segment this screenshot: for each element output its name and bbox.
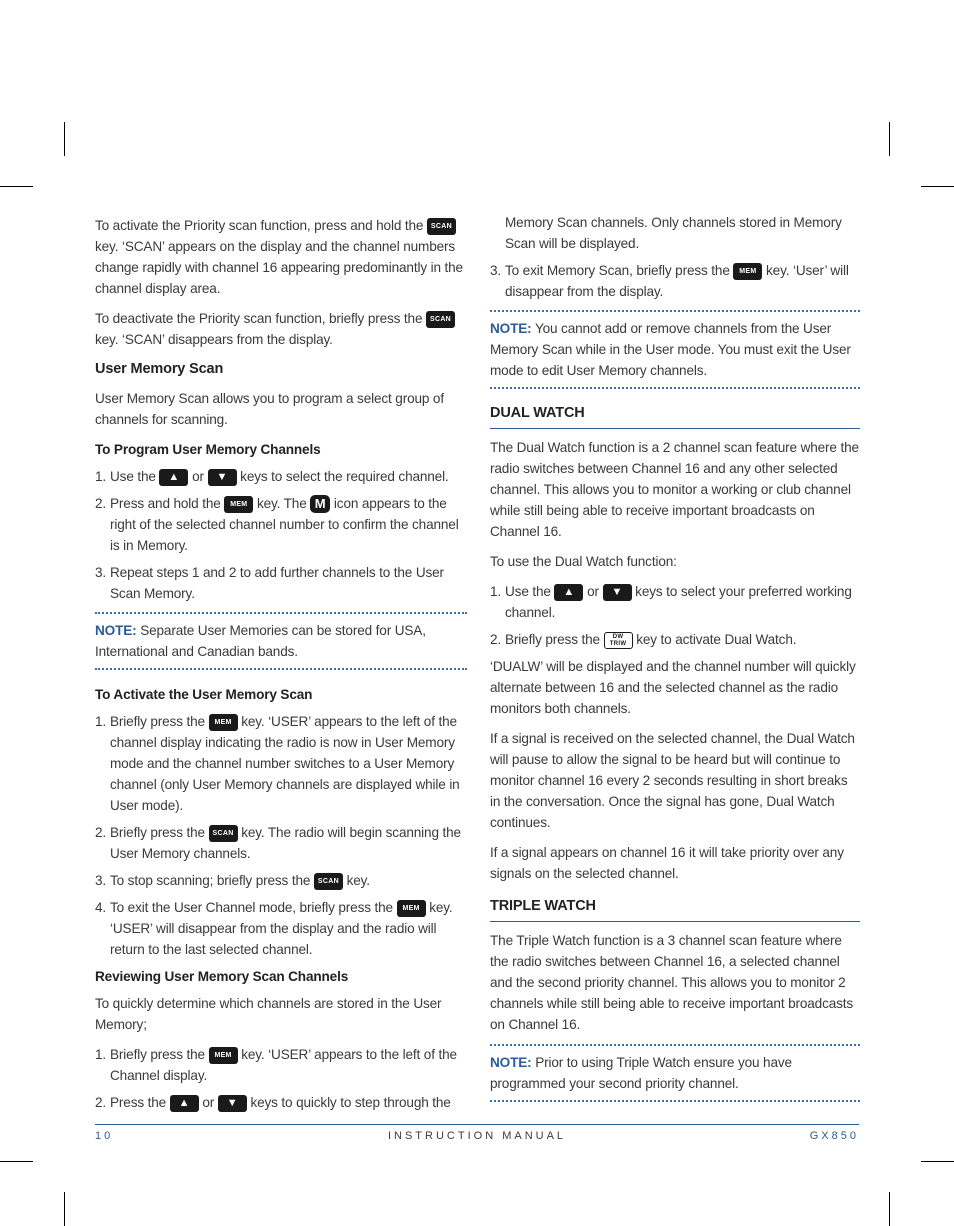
note-label: NOTE: (490, 1055, 532, 1070)
list-item: 3. Repeat steps 1 and 2 to add further channels to the User Scan Memory. (95, 565, 444, 601)
scan-key-icon: SCAN (209, 825, 238, 842)
up-arrow-key-icon: ▲ (554, 584, 583, 601)
reviewing-heading: Reviewing User Memory Scan Channels (95, 969, 349, 984)
user-memory-scan-intro: User Memory Scan allows you to program a select group of channels for scanning. (95, 391, 444, 427)
page-number: 10 (95, 1130, 114, 1142)
list-item: 2. Briefly press the DW TRIW key to activate Dual Watch. (490, 632, 797, 647)
crop-mark (0, 1161, 33, 1162)
mem-key-icon: MEM (397, 900, 426, 917)
crop-mark (0, 186, 33, 187)
crop-mark (921, 186, 954, 187)
list-item: 2. Press the ▲ or ▼ keys to quickly to step through the (95, 1095, 451, 1110)
dual-watch-key-icon: DW TRIW (604, 632, 633, 649)
page-footer (95, 1124, 859, 1142)
crop-mark (64, 1192, 65, 1226)
list-item: 1. Briefly press the MEM key. ‘USER’ appears to the left of the channel display indicating the radio is now in User Memory mode and the channel number switches to a User Memory channel (only User Memory channels are displayed while in User mode). (95, 714, 460, 813)
reviewing-intro: To quickly determine which channels are stored in the User Memory; (95, 996, 442, 1032)
triple-watch-paragraph: The Triple Watch function is a 3 channel scan feature where the radio switches between Channel 16, a selected channel and the second priority channel. This allows you to monitor 2 channels while still being able to receive important broadcasts on Channel 16. (490, 933, 854, 1032)
scan-key-icon: SCAN (427, 218, 456, 235)
activate-heading: To Activate the User Memory Scan (95, 687, 313, 702)
down-arrow-key-icon: ▼ (603, 584, 632, 601)
scan-key-icon: SCAN (314, 873, 343, 890)
list-item: 1. Use the ▲ or ▼ keys to select the required channel. (95, 469, 449, 484)
dual-watch-paragraph: The Dual Watch function is a 2 channel scan feature where the radio switches between Channel 16 and any other selected channel. This allows you to monitor a working or club channel while still being able to receive important broadcasts on Channel 16. (490, 440, 859, 539)
up-arrow-key-icon: ▲ (170, 1095, 199, 1112)
note-box: NOTE: Separate User Memories can be stored for USA, International and Canadian bands. (95, 612, 467, 670)
note-box: NOTE: Prior to using Triple Watch ensure you have programmed your second priority channel. (490, 1044, 860, 1102)
mem-key-icon: MEM (733, 263, 762, 280)
list-item: 3. To exit Memory Scan, briefly press the MEM key. ‘User’ will disappear from the display. (490, 263, 849, 299)
priority-activate-paragraph: To activate the Priority scan function, press and hold the SCAN key. ‘SCAN’ appears on the display and the channel numbers change rapidly with channel 16 appearing predominantly in the channel display area. (95, 218, 463, 296)
down-arrow-key-icon: ▼ (208, 469, 237, 486)
crop-mark (921, 1161, 954, 1162)
list-item: 3. To stop scanning; briefly press the SCAN key. (95, 873, 370, 888)
user-memory-scan-heading: User Memory Scan (95, 361, 224, 377)
left-column (95, 215, 467, 1119)
down-arrow-key-icon: ▼ (218, 1095, 247, 1112)
list-item: 2. Press and hold the MEM key. The M icon appears to the right of the selected channel number to confirm the channel is in Memory. (95, 496, 459, 553)
footer-title: INSTRUCTION MANUAL (387, 1130, 567, 1142)
mem-key-icon: MEM (224, 496, 253, 513)
triple-watch-heading: TRIPLE WATCH (490, 896, 860, 922)
crop-mark (64, 122, 65, 156)
priority-deactivate-paragraph: To deactivate the Priority scan function, briefly press the SCAN key. ‘SCAN’ disappears from the display. (95, 308, 467, 350)
list-item: 2. Briefly press the SCAN key. The radio will begin scanning the User Memory channels. (95, 825, 461, 861)
dual-watch-paragraph: To use the Dual Watch function: (490, 554, 677, 569)
dual-watch-paragraph: ‘DUALW’ will be displayed and the channel number will quickly alternate between 16 and the selected channel as the radio monitors both channels. (490, 659, 856, 716)
mem-key-icon: MEM (209, 1047, 238, 1064)
crop-mark (889, 122, 890, 156)
note-box: NOTE: You cannot add or remove channels from the User Memory Scan while in the User mode. You must exit the User mode to edit User Memory channels. (490, 310, 860, 389)
note-label: NOTE: (490, 321, 532, 336)
footer-model: GX850 (809, 1130, 859, 1142)
list-item: 1. Briefly press the MEM key. ‘USER’ appears to the left of the Channel display. (95, 1047, 457, 1083)
up-arrow-key-icon: ▲ (159, 469, 188, 486)
note-label: NOTE: (95, 623, 137, 638)
dual-watch-paragraph: If a signal appears on channel 16 it will take priority over any signals on the selected channel. (490, 845, 844, 881)
program-heading: To Program User Memory Channels (95, 442, 321, 457)
list-item: 4. To exit the User Channel mode, briefly press the MEM key. ‘USER’ will disappear from the display and the radio will return to the last selected channel. (95, 900, 453, 957)
mem-key-icon: MEM (209, 714, 238, 731)
memory-m-icon: M (310, 495, 330, 513)
list-item: 1. Use the ▲ or ▼ keys to select your preferred working channel. (490, 584, 852, 620)
scan-key-icon: SCAN (426, 311, 455, 328)
right-column (490, 212, 860, 1116)
crop-mark (889, 1192, 890, 1226)
list-item-continued: Memory Scan channels. Only channels stored in Memory Scan will be displayed. (505, 215, 842, 251)
dual-watch-paragraph: If a signal is received on the selected channel, the Dual Watch will pause to allow the signal to be heard but will continue to monitor channel 16 every 2 seconds resulting in short breaks in the conversation. Once the signal has gone, Dual Watch continues. (490, 731, 855, 830)
dual-watch-heading: DUAL WATCH (490, 403, 860, 429)
